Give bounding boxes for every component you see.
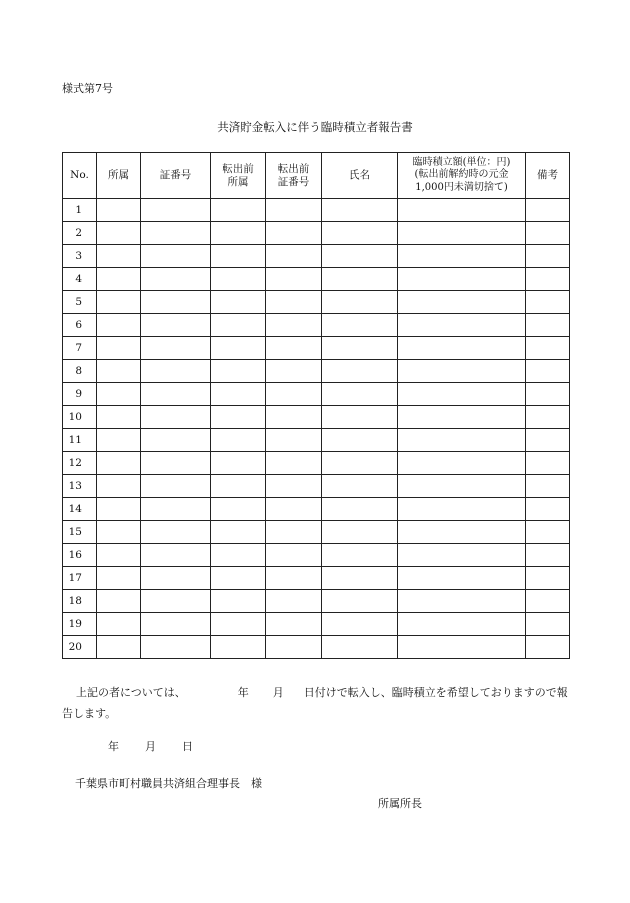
- cell-remarks[interactable]: [526, 406, 570, 429]
- header-prev-affiliation: [211, 153, 266, 199]
- row-number: 4: [63, 268, 97, 291]
- cell-cert-no[interactable]: [141, 429, 211, 452]
- cell-prev-cert-no[interactable]: [266, 636, 322, 659]
- row-number: 15: [63, 521, 97, 544]
- cell-cert-no[interactable]: [141, 544, 211, 567]
- cell-prev-affiliation[interactable]: [211, 498, 266, 521]
- header-name: 氏名: [322, 153, 398, 199]
- cell-amount[interactable]: [398, 406, 526, 429]
- header-cert-no: 証番号: [141, 153, 211, 199]
- table-row: [63, 521, 570, 544]
- cell-remarks[interactable]: [526, 636, 570, 659]
- cell-prev-cert-no[interactable]: [266, 291, 322, 314]
- row-number: 17: [63, 567, 97, 590]
- cell-amount[interactable]: [398, 383, 526, 406]
- cell-cert-no[interactable]: [141, 475, 211, 498]
- row-number: 20: [63, 636, 97, 659]
- cell-remarks[interactable]: [526, 245, 570, 268]
- header-amount-line3: 1,000円未満切捨て): [415, 181, 508, 193]
- cell-remarks[interactable]: [526, 314, 570, 337]
- date-year: 年: [108, 740, 119, 753]
- cell-name[interactable]: [322, 245, 398, 268]
- cell-prev-affiliation[interactable]: [211, 360, 266, 383]
- cell-prev-affiliation[interactable]: [211, 383, 266, 406]
- table-row: [63, 360, 570, 383]
- cell-prev-cert-no[interactable]: [266, 429, 322, 452]
- cell-remarks[interactable]: [526, 337, 570, 360]
- cell-cert-no[interactable]: [141, 383, 211, 406]
- cell-cert-no[interactable]: [141, 590, 211, 613]
- cell-cert-no[interactable]: [141, 498, 211, 521]
- cell-remarks[interactable]: [526, 498, 570, 521]
- cell-remarks[interactable]: [526, 199, 570, 222]
- cell-remarks[interactable]: [526, 429, 570, 452]
- cell-prev-affiliation[interactable]: [211, 429, 266, 452]
- header-prev-cert-line1: 転出前: [277, 162, 310, 175]
- cell-amount[interactable]: [398, 475, 526, 498]
- cell-amount[interactable]: [398, 452, 526, 475]
- cell-cert-no[interactable]: [141, 245, 211, 268]
- cell-amount[interactable]: [398, 544, 526, 567]
- header-amount-line1: 臨時積立額(単位：円): [412, 156, 511, 168]
- header-no: No.: [63, 153, 97, 199]
- row-number: 5: [63, 291, 97, 314]
- table-row: [63, 613, 570, 636]
- cell-affiliation[interactable]: [97, 314, 141, 337]
- cell-cert-no[interactable]: [141, 199, 211, 222]
- cell-name[interactable]: [322, 360, 398, 383]
- table-row: [63, 314, 570, 337]
- cell-amount[interactable]: [398, 360, 526, 383]
- cell-amount[interactable]: [398, 590, 526, 613]
- cell-prev-cert-no[interactable]: [266, 475, 322, 498]
- table-header-row: [63, 153, 570, 199]
- cell-amount[interactable]: [398, 337, 526, 360]
- cell-prev-affiliation[interactable]: [211, 452, 266, 475]
- table-row: [63, 406, 570, 429]
- cell-cert-no[interactable]: [141, 567, 211, 590]
- cell-remarks[interactable]: [526, 475, 570, 498]
- table-row: [63, 452, 570, 475]
- cell-remarks[interactable]: [526, 268, 570, 291]
- cell-cert-no[interactable]: [141, 452, 211, 475]
- sender: 所属所長: [378, 797, 422, 810]
- cell-prev-cert-no[interactable]: [266, 452, 322, 475]
- date-month: 月: [145, 740, 156, 753]
- table-row: [63, 222, 570, 245]
- cell-affiliation[interactable]: [97, 337, 141, 360]
- body-text-month: 月: [272, 686, 284, 699]
- cell-name[interactable]: [322, 314, 398, 337]
- cell-prev-affiliation[interactable]: [211, 314, 266, 337]
- row-number: 3: [63, 245, 97, 268]
- cell-prev-affiliation[interactable]: [211, 567, 266, 590]
- cell-amount[interactable]: [398, 268, 526, 291]
- date-line: [108, 738, 193, 754]
- addressee: 千葉県市町村職員共済組合理事長 様: [75, 777, 262, 790]
- cell-name[interactable]: [322, 475, 398, 498]
- cell-name[interactable]: [322, 567, 398, 590]
- cell-cert-no[interactable]: [141, 636, 211, 659]
- body-text-part2: 日付けで転入し、臨時積立を希望しておりますので報告します。: [62, 686, 568, 720]
- cell-prev-affiliation[interactable]: [211, 199, 266, 222]
- report-table: [62, 152, 570, 659]
- table-row: [63, 199, 570, 222]
- cell-amount[interactable]: [398, 245, 526, 268]
- header-prev-cert-no: [266, 153, 322, 199]
- cell-affiliation[interactable]: [97, 406, 141, 429]
- cell-amount[interactable]: [398, 613, 526, 636]
- cell-amount[interactable]: [398, 314, 526, 337]
- cell-name[interactable]: [322, 383, 398, 406]
- cell-name[interactable]: [322, 636, 398, 659]
- table-row: [63, 291, 570, 314]
- cell-remarks[interactable]: [526, 613, 570, 636]
- cell-name[interactable]: [322, 291, 398, 314]
- cell-affiliation[interactable]: [97, 590, 141, 613]
- cell-prev-cert-no[interactable]: [266, 521, 322, 544]
- table-body: [63, 199, 570, 659]
- cell-prev-affiliation[interactable]: [211, 613, 266, 636]
- cell-prev-cert-no[interactable]: [266, 567, 322, 590]
- cell-cert-no[interactable]: [141, 222, 211, 245]
- cell-affiliation[interactable]: [97, 291, 141, 314]
- cell-amount[interactable]: [398, 222, 526, 245]
- cell-cert-no[interactable]: [141, 521, 211, 544]
- cell-remarks[interactable]: [526, 291, 570, 314]
- cell-name[interactable]: [322, 268, 398, 291]
- header-remarks: 備考: [526, 153, 570, 199]
- table-row: [63, 383, 570, 406]
- cell-name[interactable]: [322, 521, 398, 544]
- cell-name[interactable]: [322, 337, 398, 360]
- cell-cert-no[interactable]: [141, 268, 211, 291]
- table-row: [63, 544, 570, 567]
- table-row: [63, 337, 570, 360]
- body-text-year: 年: [237, 686, 249, 699]
- cell-amount[interactable]: [398, 498, 526, 521]
- row-number: 2: [63, 222, 97, 245]
- cell-amount[interactable]: [398, 291, 526, 314]
- header-prev-cert-line2: 証番号: [277, 175, 310, 188]
- cell-prev-affiliation[interactable]: [211, 521, 266, 544]
- cell-name[interactable]: [322, 613, 398, 636]
- cell-prev-cert-no[interactable]: [266, 222, 322, 245]
- table-row: [63, 245, 570, 268]
- cell-amount[interactable]: [398, 429, 526, 452]
- cell-remarks[interactable]: [526, 567, 570, 590]
- cell-prev-cert-no[interactable]: [266, 544, 322, 567]
- cell-affiliation[interactable]: [97, 475, 141, 498]
- cell-remarks[interactable]: [526, 590, 570, 613]
- cell-prev-affiliation[interactable]: [211, 636, 266, 659]
- cell-remarks[interactable]: [526, 452, 570, 475]
- cell-prev-cert-no[interactable]: [266, 199, 322, 222]
- cell-cert-no[interactable]: [141, 337, 211, 360]
- table-row: [63, 429, 570, 452]
- header-amount: [398, 153, 526, 199]
- cell-cert-no[interactable]: [141, 613, 211, 636]
- cell-amount[interactable]: [398, 199, 526, 222]
- cell-affiliation[interactable]: [97, 636, 141, 659]
- cell-affiliation[interactable]: [97, 268, 141, 291]
- row-number: 6: [63, 314, 97, 337]
- document-title: 共済貯金転入に伴う臨時積立者報告書: [217, 120, 413, 134]
- cell-cert-no[interactable]: [141, 406, 211, 429]
- body-text: [62, 682, 572, 724]
- cell-prev-affiliation[interactable]: [211, 268, 266, 291]
- cell-name[interactable]: [322, 406, 398, 429]
- table-row: [63, 498, 570, 521]
- cell-prev-affiliation[interactable]: [211, 337, 266, 360]
- cell-affiliation[interactable]: [97, 199, 141, 222]
- row-number: 10: [63, 406, 97, 429]
- cell-prev-cert-no[interactable]: [266, 613, 322, 636]
- cell-affiliation[interactable]: [97, 245, 141, 268]
- cell-name[interactable]: [322, 590, 398, 613]
- cell-prev-affiliation[interactable]: [211, 590, 266, 613]
- table-row: [63, 475, 570, 498]
- cell-affiliation[interactable]: [97, 521, 141, 544]
- cell-prev-affiliation[interactable]: [211, 544, 266, 567]
- header-amount-line2: (転出前解約時の元金: [414, 169, 509, 181]
- row-number: 8: [63, 360, 97, 383]
- cell-affiliation[interactable]: [97, 360, 141, 383]
- form-number: 様式第7号: [62, 82, 113, 95]
- cell-prev-affiliation[interactable]: [211, 406, 266, 429]
- cell-prev-affiliation[interactable]: [211, 245, 266, 268]
- cell-affiliation[interactable]: [97, 222, 141, 245]
- header-affiliation: 所属: [97, 153, 141, 199]
- cell-name[interactable]: [322, 199, 398, 222]
- table-row: [63, 636, 570, 659]
- cell-name[interactable]: [322, 429, 398, 452]
- cell-prev-cert-no[interactable]: [266, 360, 322, 383]
- cell-cert-no[interactable]: [141, 360, 211, 383]
- table-row: [63, 590, 570, 613]
- cell-affiliation[interactable]: [97, 498, 141, 521]
- cell-prev-affiliation[interactable]: [211, 291, 266, 314]
- row-number: 9: [63, 383, 97, 406]
- row-number: 18: [63, 590, 97, 613]
- cell-remarks[interactable]: [526, 383, 570, 406]
- cell-prev-cert-no[interactable]: [266, 590, 322, 613]
- cell-remarks[interactable]: [526, 544, 570, 567]
- cell-remarks[interactable]: [526, 521, 570, 544]
- cell-remarks[interactable]: [526, 222, 570, 245]
- row-number: 11: [63, 429, 97, 452]
- row-number: 12: [63, 452, 97, 475]
- cell-amount[interactable]: [398, 521, 526, 544]
- row-number: 7: [63, 337, 97, 360]
- cell-cert-no[interactable]: [141, 314, 211, 337]
- header-prev-affiliation-line1: 転出前: [222, 162, 254, 175]
- cell-name[interactable]: [322, 544, 398, 567]
- cell-prev-cert-no[interactable]: [266, 383, 322, 406]
- cell-affiliation[interactable]: [97, 383, 141, 406]
- row-number: 19: [63, 613, 97, 636]
- table-row: [63, 567, 570, 590]
- cell-affiliation[interactable]: [97, 567, 141, 590]
- cell-affiliation[interactable]: [97, 429, 141, 452]
- cell-prev-cert-no[interactable]: [266, 406, 322, 429]
- row-number: 1: [63, 199, 97, 222]
- cell-affiliation[interactable]: [97, 452, 141, 475]
- cell-name[interactable]: [322, 222, 398, 245]
- cell-name[interactable]: [322, 498, 398, 521]
- body-text-part1: 上記の者については、: [76, 686, 186, 699]
- row-number: 13: [63, 475, 97, 498]
- date-day: 日: [182, 740, 193, 753]
- cell-remarks[interactable]: [526, 360, 570, 383]
- header-prev-affiliation-line2: 所属: [227, 175, 249, 188]
- cell-amount[interactable]: [398, 567, 526, 590]
- cell-prev-cert-no[interactable]: [266, 498, 322, 521]
- cell-name[interactable]: [322, 452, 398, 475]
- cell-amount[interactable]: [398, 636, 526, 659]
- cell-prev-affiliation[interactable]: [211, 222, 266, 245]
- cell-prev-affiliation[interactable]: [211, 475, 266, 498]
- cell-affiliation[interactable]: [97, 544, 141, 567]
- cell-affiliation[interactable]: [97, 613, 141, 636]
- row-number: 14: [63, 498, 97, 521]
- table-row: [63, 268, 570, 291]
- cell-prev-cert-no[interactable]: [266, 337, 322, 360]
- cell-prev-cert-no[interactable]: [266, 268, 322, 291]
- row-number: 16: [63, 544, 97, 567]
- cell-cert-no[interactable]: [141, 291, 211, 314]
- cell-prev-cert-no[interactable]: [266, 314, 322, 337]
- cell-prev-cert-no[interactable]: [266, 245, 322, 268]
